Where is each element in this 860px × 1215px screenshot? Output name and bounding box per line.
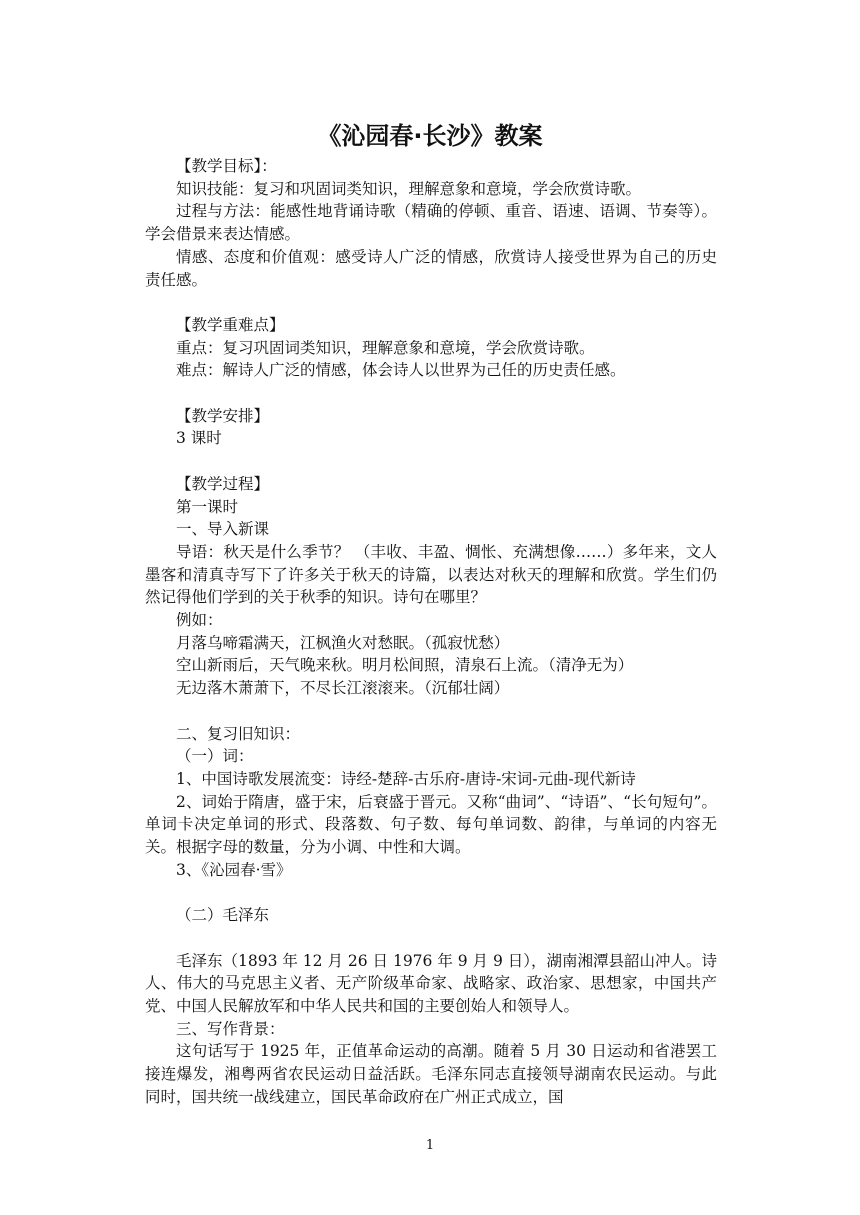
document-paragraph: 3 课时 bbox=[176, 429, 222, 448]
document-paragraph: （二）毛泽东 bbox=[176, 906, 270, 925]
document-paragraph: 难点：解诗人广泛的情感，体会诗人以世界为己任的历史责任感。 bbox=[176, 361, 626, 380]
blank-line bbox=[145, 291, 717, 314]
document-paragraph: 【教学目标】： bbox=[176, 157, 277, 175]
document-paragraph: 一、导入新课 bbox=[176, 520, 270, 539]
blank-line bbox=[145, 927, 717, 950]
document-paragraph: 重点：复习巩固词类知识，理解意象和意境，学会欣赏诗歌。 bbox=[176, 338, 595, 357]
document-paragraph: 【教学过程】 bbox=[176, 474, 270, 493]
blank-line bbox=[145, 382, 717, 405]
document-body bbox=[145, 155, 717, 1108]
document-paragraph: 2、词始于隋唐，盛于宋，后衰盛于晋元。又称“曲词”、“诗语”、“长句短句”。单词卡决定单词的形式、段落数、句子数、每句单词数、韵律，与单词的内容无关。根据字母的数量，分为小调、中性和大调。 bbox=[145, 792, 717, 857]
document-paragraph: 3、《沁园春·雪》 bbox=[176, 860, 292, 879]
blank-line bbox=[145, 700, 717, 723]
document-paragraph: （一）词： bbox=[176, 747, 254, 766]
blank-line bbox=[145, 881, 717, 904]
document-title: 《沁园春·长沙》教案 bbox=[317, 122, 543, 150]
blank-line bbox=[145, 450, 717, 473]
document-paragraph: 例如： bbox=[176, 611, 223, 630]
document-paragraph: 1、中国诗歌发展流变：诗经-楚辞-古乐府-唐诗-宋词-元曲-现代新诗 bbox=[176, 769, 636, 788]
document-paragraph: 【教学安排】 bbox=[176, 406, 270, 425]
document-paragraph: 月落乌啼霜满天，江枫渔火对愁眠。（孤寂忧愁） bbox=[176, 633, 510, 652]
document-paragraph: 第一课时 bbox=[176, 497, 239, 516]
document-paragraph: 二、复习旧知识： bbox=[176, 724, 301, 743]
document-paragraph: 过程与方法：能感性地背诵诗歌（精确的停顿、重音、语速、语调、节奏等）。学会借景来表达情感。 bbox=[145, 202, 717, 244]
document-paragraph: 空山新雨后，天气晚来秋。明月松间照，清泉石上流。（清净无为） bbox=[176, 656, 634, 675]
document-paragraph: 这句话写于 1925 年，正值革命运动的高潮。随着 5 月 30 日运动和省港罢工接连爆发，湘粤两省农民运动日益活跃。毛泽东同志直接领导湖南农民运动。与此同时，国共统一战线建立，国民革命政府在广州正式成立，国 bbox=[145, 1042, 717, 1106]
document-paragraph: 毛泽东（1893 年 12 月 26 日 1976 年 9 月 9 日），湖南湘潭县韶山冲人。诗人、伟大的马克思主义者、无产阶级革命家、战略家、政治家、思想家，中国共产党、中国人民解放军和中华人民共和国的主要创始人和领导人。 bbox=[145, 951, 718, 1015]
page-number: 1 bbox=[425, 1138, 435, 1153]
document-paragraph: 知识技能：复习和巩固词类知识，理解意象和意境，学会欣赏诗歌。 bbox=[176, 179, 642, 198]
document-paragraph: 情感、态度和价值观：感受诗人广泛的情感，欣赏诗人接受世界为自己的历史责任感。 bbox=[145, 247, 717, 289]
document-paragraph: 【教学重难点】 bbox=[176, 315, 285, 334]
document-paragraph: 三、写作背景： bbox=[176, 1019, 285, 1038]
document-paragraph: 导语：秋天是什么季节？ （丰收、丰盈、惆怅、充满想像……）多年来，文人墨客和清真寺写下了许多关于秋天的诗篇，以表达对秋天的理解和欣赏。学生们仍然记得他们学到的关于秋季的知识。诗句在哪里？ bbox=[145, 542, 717, 607]
document-paragraph: 无边落木萧萧下，不尽长江滚滚来。（沉郁壮阔） bbox=[176, 679, 510, 698]
